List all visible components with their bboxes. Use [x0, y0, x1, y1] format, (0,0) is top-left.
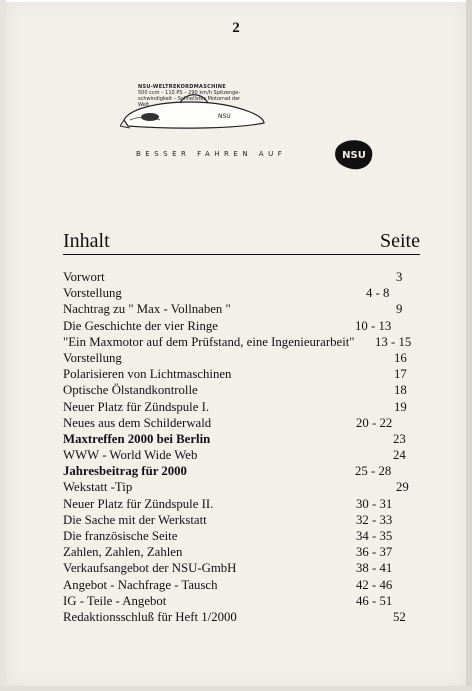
toc-entry-pages: 36 - 37	[356, 545, 393, 560]
toc-entry-title: Vorstellung	[63, 286, 122, 301]
toc-entry-pages: 29	[396, 480, 409, 495]
toc-entry-title: Vorwort	[63, 270, 105, 284]
record-motorcycle-illustration	[120, 90, 270, 138]
nsu-advertisement	[120, 82, 390, 177]
ad-slogan: BESSER FAHREN AUF	[136, 150, 287, 158]
toc-entry-pages: 32 - 33	[356, 512, 393, 527]
toc-entry-title: Polarisieren von Lichtmaschinen	[63, 367, 232, 382]
toc-entry-title: Maxtreffen 2000 bei Berlin	[63, 431, 211, 446]
toc-entry-title: Redaktionsschluß für Heft 1/2000	[63, 609, 237, 624]
toc-entry	[63, 350, 443, 366]
toc-entry-title: Zahlen, Zahlen, Zahlen	[63, 545, 183, 560]
toc-entry	[63, 544, 443, 560]
toc-header	[63, 230, 420, 255]
ad-caption-line: 500 ccm – 110 PS – 290 km/h Spitzenge-	[138, 90, 241, 96]
toc-entry-title: "Ein Maxmotor auf dem Prüfstand, eine Ingenieurarbeit"	[63, 334, 355, 349]
toc-heading-contents: Inhalt	[63, 230, 110, 252]
toc-entry-title: Optische Ölstandkontrolle	[63, 383, 198, 398]
toc-entry	[63, 318, 443, 334]
toc-entry	[63, 463, 443, 479]
toc-entry-pages: 25 - 28	[355, 464, 392, 479]
toc-entry-title: Neuer Platz für Zündspule II.	[63, 496, 214, 511]
toc-entry-title: Die Geschichte der vier Ringe	[63, 318, 218, 333]
toc-entry	[63, 577, 443, 593]
toc-entry-pages: 3	[396, 270, 403, 284]
toc-entry	[63, 512, 443, 528]
toc-entry-pages: 10 - 13	[355, 318, 392, 333]
toc-entry-title: Verkaufsangebot der NSU-GmbH	[63, 561, 237, 576]
page-number: 2	[232, 20, 240, 36]
toc-entry-pages: 34 - 35	[356, 529, 393, 543]
toc-entry	[63, 301, 443, 317]
toc-entry	[63, 496, 443, 512]
toc-entry	[63, 415, 443, 431]
toc-entry-pages: 13 - 15	[375, 334, 412, 349]
page-edge-right	[466, 0, 472, 691]
toc-entry-pages: 16	[394, 350, 407, 365]
toc-entry-title: IG - Teile - Angebot	[63, 593, 167, 608]
toc-entry-title: Die Sache mit der Werkstatt	[63, 512, 207, 527]
toc-entry-title: Die französische Seite	[63, 529, 178, 543]
toc-entry-title: Wekstatt -Tip	[63, 480, 133, 495]
toc-entry-title: WWW - World Wide Web	[63, 448, 198, 463]
ad-caption-line: schwindigkeit – Schnellstes Motorrad der	[138, 96, 241, 102]
car-label: NSU	[218, 113, 231, 120]
toc-entry-title: Neuer Platz für Zündspule I.	[63, 399, 210, 414]
page-edge-bottom	[0, 686, 472, 691]
toc-entry	[63, 431, 443, 447]
toc-entry	[63, 447, 443, 463]
toc-entry	[63, 479, 443, 495]
toc-entry-pages: 24	[393, 448, 406, 463]
toc-entry-title: Vorstellung	[63, 350, 122, 365]
toc-heading-page: Seite	[380, 230, 420, 252]
toc-entry-pages: 30 - 31	[356, 496, 393, 511]
toc-entry-pages: 23	[393, 431, 406, 446]
toc-entry	[63, 269, 443, 285]
toc-entry-title: Angebot - Nachfrage - Tausch	[63, 577, 218, 592]
toc-entry	[63, 528, 443, 544]
toc-entry-pages: 38 - 41	[356, 561, 393, 576]
toc-entry	[63, 366, 443, 382]
toc-entry-title: Nachtrag zu " Max - Vollnaben "	[63, 302, 231, 317]
toc-entry-pages: 42 - 46	[356, 577, 393, 592]
nsu-logo-text: NSU	[342, 150, 366, 161]
toc-entry-title: Jahresbeitrag für 2000	[63, 464, 187, 479]
toc-entry	[63, 285, 443, 301]
nsu-logo	[334, 137, 374, 173]
toc-entry	[63, 399, 443, 415]
toc-entry-pages: 18	[394, 383, 407, 398]
toc-entry	[63, 560, 443, 576]
toc-entry-pages: 19	[394, 399, 407, 414]
ad-caption-line: Welt.	[138, 102, 151, 108]
toc-entry	[63, 609, 443, 625]
toc-entry-pages: 17	[394, 367, 407, 382]
toc-entry-pages: 4 - 8	[366, 286, 390, 301]
toc-entry-pages: 52	[393, 609, 406, 624]
toc-entry-pages: 46 - 51	[356, 593, 393, 608]
table-of-contents	[63, 269, 443, 625]
toc-entry-pages: 9	[396, 302, 403, 317]
toc-entry-pages: 20 - 22	[356, 415, 393, 430]
ad-caption-line: NSU-WELTREKORDMASCHINE	[138, 84, 226, 90]
toc-entry	[63, 382, 443, 398]
toc-entry-title: Neues aus dem Schilderwald	[63, 415, 212, 430]
toc-entry	[63, 334, 443, 350]
toc-entry	[63, 593, 443, 609]
